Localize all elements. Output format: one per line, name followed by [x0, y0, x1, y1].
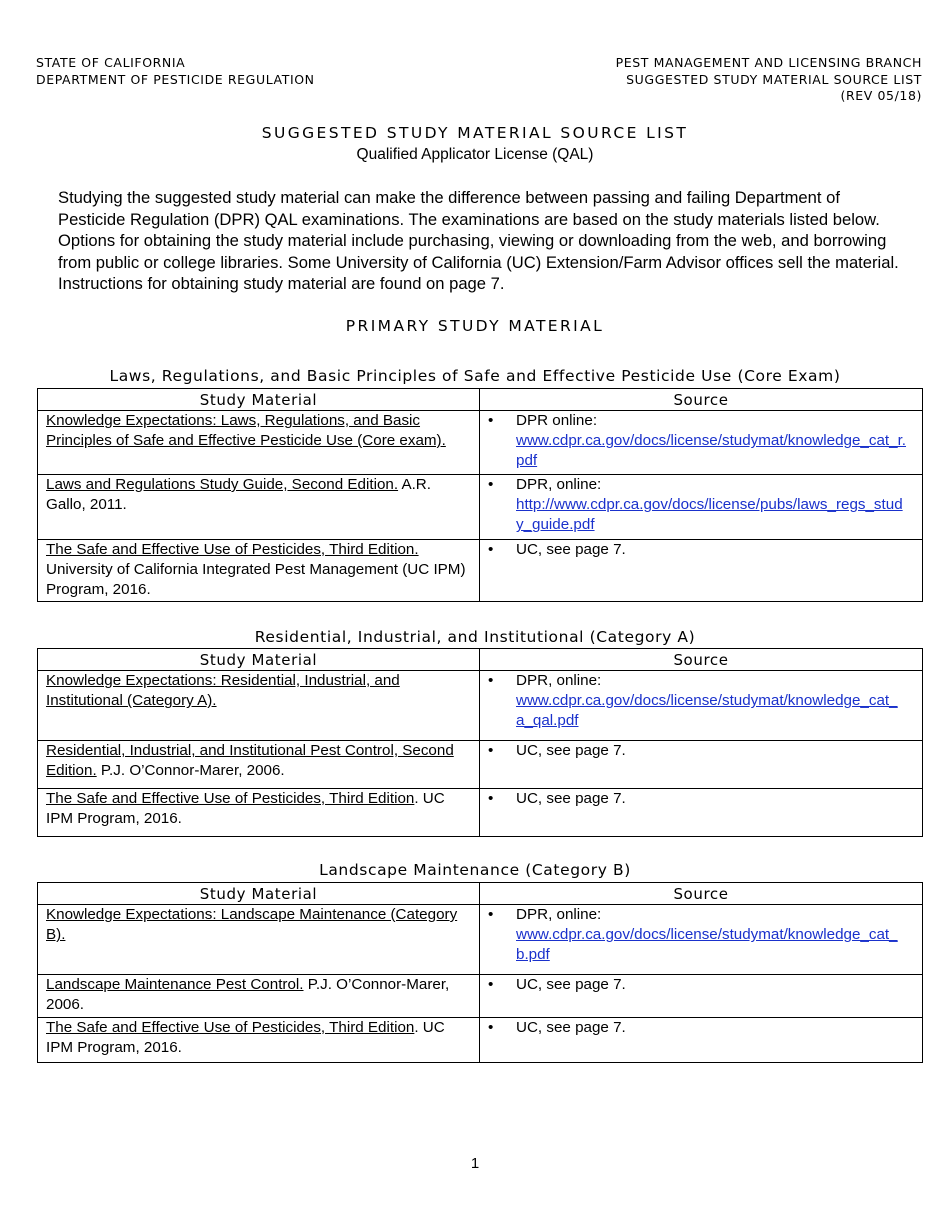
table-header-row — [38, 883, 923, 905]
section-title-core: Laws, Regulations, and Basic Principles of Safe and Effective Pesticide Use (Core Exam) — [109, 367, 841, 385]
material-title: The Safe and Effective Use of Pesticides, Third Edition — [46, 1019, 415, 1036]
material-title: Residential, Industrial, and Institutional Pest Control, Second Edition. — [46, 742, 454, 780]
material-cell — [38, 741, 480, 789]
source-text: DPR online: — [516, 412, 598, 429]
material-cell — [38, 475, 480, 540]
source-text: UC, see page 7. — [516, 541, 626, 558]
source-link[interactable]: http://www.cdpr.ca.gov/docs/license/pubs/laws_regs_study_guide.pdf — [516, 496, 903, 534]
source-cell — [480, 475, 923, 540]
material-title: Knowledge Expectations: Laws, Regulations, and Basic Principles of Safe and Effective Pesticide Use (Core exam). — [46, 412, 446, 450]
header-agency: STATE OF CALIFORNIA — [36, 55, 186, 70]
primary-heading: PRIMARY STUDY MATERIAL — [345, 317, 605, 335]
section-title-category-a: Residential, Industrial, and Institutional (Category A) — [254, 628, 696, 646]
header-department: DEPARTMENT OF PESTICIDE REGULATION — [36, 71, 315, 87]
column-header-source: Source — [480, 389, 923, 411]
header-doc-name: SUGGESTED STUDY MATERIAL SOURCE LIST — [626, 71, 922, 87]
source-link[interactable]: www.cdpr.ca.gov/docs/license/studymat/knowledge_cat_b.pdf — [516, 926, 898, 964]
intro-paragraph: Studying the suggested study material can make the difference between passing and failing Department of Pesticide Regulation (DPR) QAL examinations. The examinations are based on the study materials listed below. Options for obtaining the study material include purchasing, viewing or downloading from the web, and borrowing from public or college libraries. Some University of California (UC) Extension/Farm Advisor offices sell the material. Instructions for obtaining study material are found on page 7. — [58, 188, 899, 293]
material-cell — [38, 540, 480, 602]
material-cell — [38, 411, 480, 475]
material-cell — [38, 1018, 480, 1063]
header-left — [36, 55, 315, 88]
section-title-category-b: Landscape Maintenance (Category B) — [319, 861, 631, 879]
material-cell — [38, 789, 480, 837]
material-detail: P.J. O’Connor-Marer, 2006. — [46, 976, 450, 1014]
bullet-icon: • — [488, 541, 494, 558]
bullet-icon: • — [488, 1019, 494, 1036]
material-title: Knowledge Expectations: Landscape Maintenance (Category B). — [46, 906, 458, 944]
material-title: The Safe and Effective Use of Pesticides, Third Edition — [46, 790, 415, 807]
table-row — [38, 789, 923, 837]
bullet-icon: • — [488, 672, 494, 689]
source-cell — [480, 975, 923, 1018]
header-right — [616, 55, 922, 105]
bullet-icon: • — [488, 790, 494, 807]
column-header-material: Study Material — [38, 883, 480, 905]
bullet-icon: • — [488, 412, 494, 429]
source-cell — [480, 789, 923, 837]
table-header-row — [38, 389, 923, 411]
header-revision: (REV 05/18) — [840, 88, 922, 103]
source-text: DPR, online: — [516, 476, 602, 493]
column-header-material: Study Material — [38, 389, 480, 411]
study-table-category-a — [37, 648, 923, 837]
bullet-icon: • — [488, 976, 494, 993]
table-row — [38, 1018, 923, 1063]
header-branch: PEST MANAGEMENT AND LICENSING BRANCH — [615, 55, 922, 70]
material-title: Laws and Regulations Study Guide, Second Edition. — [46, 476, 399, 493]
source-cell — [480, 905, 923, 975]
material-detail: A.R. Gallo, 2011. — [46, 476, 431, 514]
column-header-material: Study Material — [38, 649, 480, 671]
bullet-icon: • — [488, 906, 494, 923]
source-text: UC, see page 7. — [516, 790, 626, 807]
material-detail: P.J. O’Connor-Marer, 2006. — [96, 762, 285, 780]
source-text: UC, see page 7. — [516, 742, 626, 759]
material-detail: . UC IPM Program, 2016. — [46, 790, 445, 828]
table-row — [38, 905, 923, 975]
table-row — [38, 411, 923, 475]
document-title: SUGGESTED STUDY MATERIAL SOURCE LIST — [261, 124, 689, 142]
table-row — [38, 741, 923, 789]
table-row — [38, 671, 923, 741]
table-row — [38, 475, 923, 540]
material-cell — [38, 905, 480, 975]
study-table-category-b — [37, 882, 923, 1063]
source-text: UC, see page 7. — [516, 1019, 626, 1036]
source-text: UC, see page 7. — [516, 976, 626, 993]
source-text: DPR, online: — [516, 906, 602, 923]
column-header-source: Source — [480, 649, 923, 671]
source-link[interactable]: www.cdpr.ca.gov/docs/license/studymat/knowledge_cat_a_qal.pdf — [516, 692, 898, 730]
table-row — [38, 540, 923, 602]
bullet-icon: • — [488, 476, 494, 493]
material-detail: University of California Integrated Pest Management (UC IPM) Program, 2016. — [46, 561, 466, 599]
bullet-icon: • — [488, 742, 494, 759]
source-cell — [480, 1018, 923, 1063]
material-cell — [38, 671, 480, 741]
study-table-core — [37, 388, 923, 602]
page-number: 1 — [470, 1155, 480, 1172]
source-cell — [480, 540, 923, 602]
source-text: DPR, online: — [516, 672, 602, 689]
material-title: Knowledge Expectations: Residential, Industrial, and Institutional (Category A). — [46, 672, 400, 710]
source-link[interactable]: www.cdpr.ca.gov/docs/license/studymat/knowledge_cat_r.pdf — [516, 432, 907, 470]
source-cell — [480, 411, 923, 475]
column-header-source: Source — [480, 883, 923, 905]
source-cell — [480, 741, 923, 789]
material-detail: . UC IPM Program, 2016. — [46, 1019, 445, 1057]
table-row — [38, 975, 923, 1018]
material-title: The Safe and Effective Use of Pesticides, Third Edition. — [46, 541, 419, 558]
material-cell — [38, 975, 480, 1018]
material-title: Landscape Maintenance Pest Control. — [46, 976, 304, 993]
table-header-row — [38, 649, 923, 671]
source-cell — [480, 671, 923, 741]
document-subtitle: Qualified Applicator License (QAL) — [356, 146, 594, 163]
